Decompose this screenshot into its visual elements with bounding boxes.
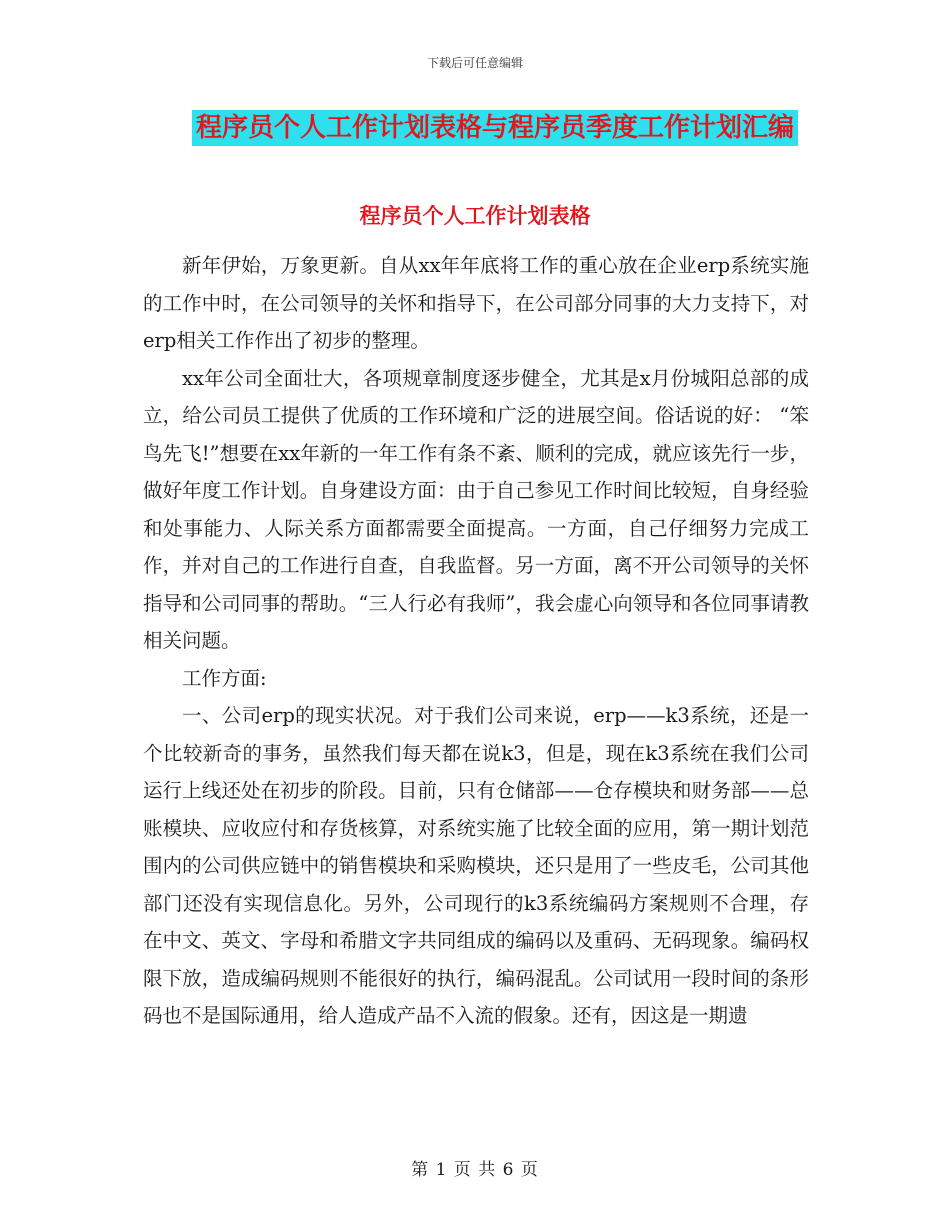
main-title: 程序员个人工作计划表格与程序员季度工作计划汇编 [192, 110, 798, 146]
page-number: 第 1 页 共 6 页 [411, 1160, 539, 1180]
document-body [143, 247, 809, 1035]
paragraph: 工作方面: [182, 666, 267, 690]
main-title-container [0, 110, 950, 146]
section-title: 程序员个人工作计划表格 [359, 203, 591, 228]
paragraph: 新年伊始，万象更新。自从xx年年底将工作的重心放在企业erp系统实施的工作中时，在公司领导的关怀和指导下，在公司部分同事的大力支持下，对erp相关工作作出了初步的整理。 [143, 254, 809, 352]
page-header-note: 下载后可任意编辑 [426, 56, 523, 70]
paragraph: 一、公司erp的现实状况。对于我们公司来说，erp——k3系统，还是一个比较新奇的事务，虽然我们每天都在说k3，但是，现在k3系统在我们公司运行上线还处在初步的阶段。目前，只有仓储部——仓存模块和财务部——总账模块、应收应付和存货核算，对系统实施了比较全面的应用，第一期计划范围内的公司供应链中的销售模块和采购模块，还只是用了一些皮毛，公司其他部门还没有实现信息化。另外，公司现行的k3系统编码方案规则不合理，存在中文、英文、字母和希腊文字共同组成的编码以及重码、无码现象。编码权限下放，造成编码规则不能很好的执行，编码混乱。公司试用一段时间的条形码也不是国际通用，给人造成产品不入流的假象。还有，因这是一期遗 [143, 704, 809, 1027]
paragraph: xx年公司全面壮大，各项规章制度逐步健全，尤其是x月份城阳总部的成立，给公司员工提供了优质的工作环境和广泛的进展空间。俗话说的好： “笨鸟先飞!”想要在xx年新的一年工作有条不紊、顺利的完成，就应该先行一步，做好年度工作计划。自身建设方面：由于自己参见工作时间比较短，自身经验和处事能力、人际关系方面都需要全面提高。一方面，自己仔细努力完成工作，并对自己的工作进行自查，自我监督。另一方面，离不开公司领导的关怀指导和公司同事的帮助。“三人行必有我师”，我会虚心向领导和各位同事请教相关问题。 [143, 366, 809, 652]
